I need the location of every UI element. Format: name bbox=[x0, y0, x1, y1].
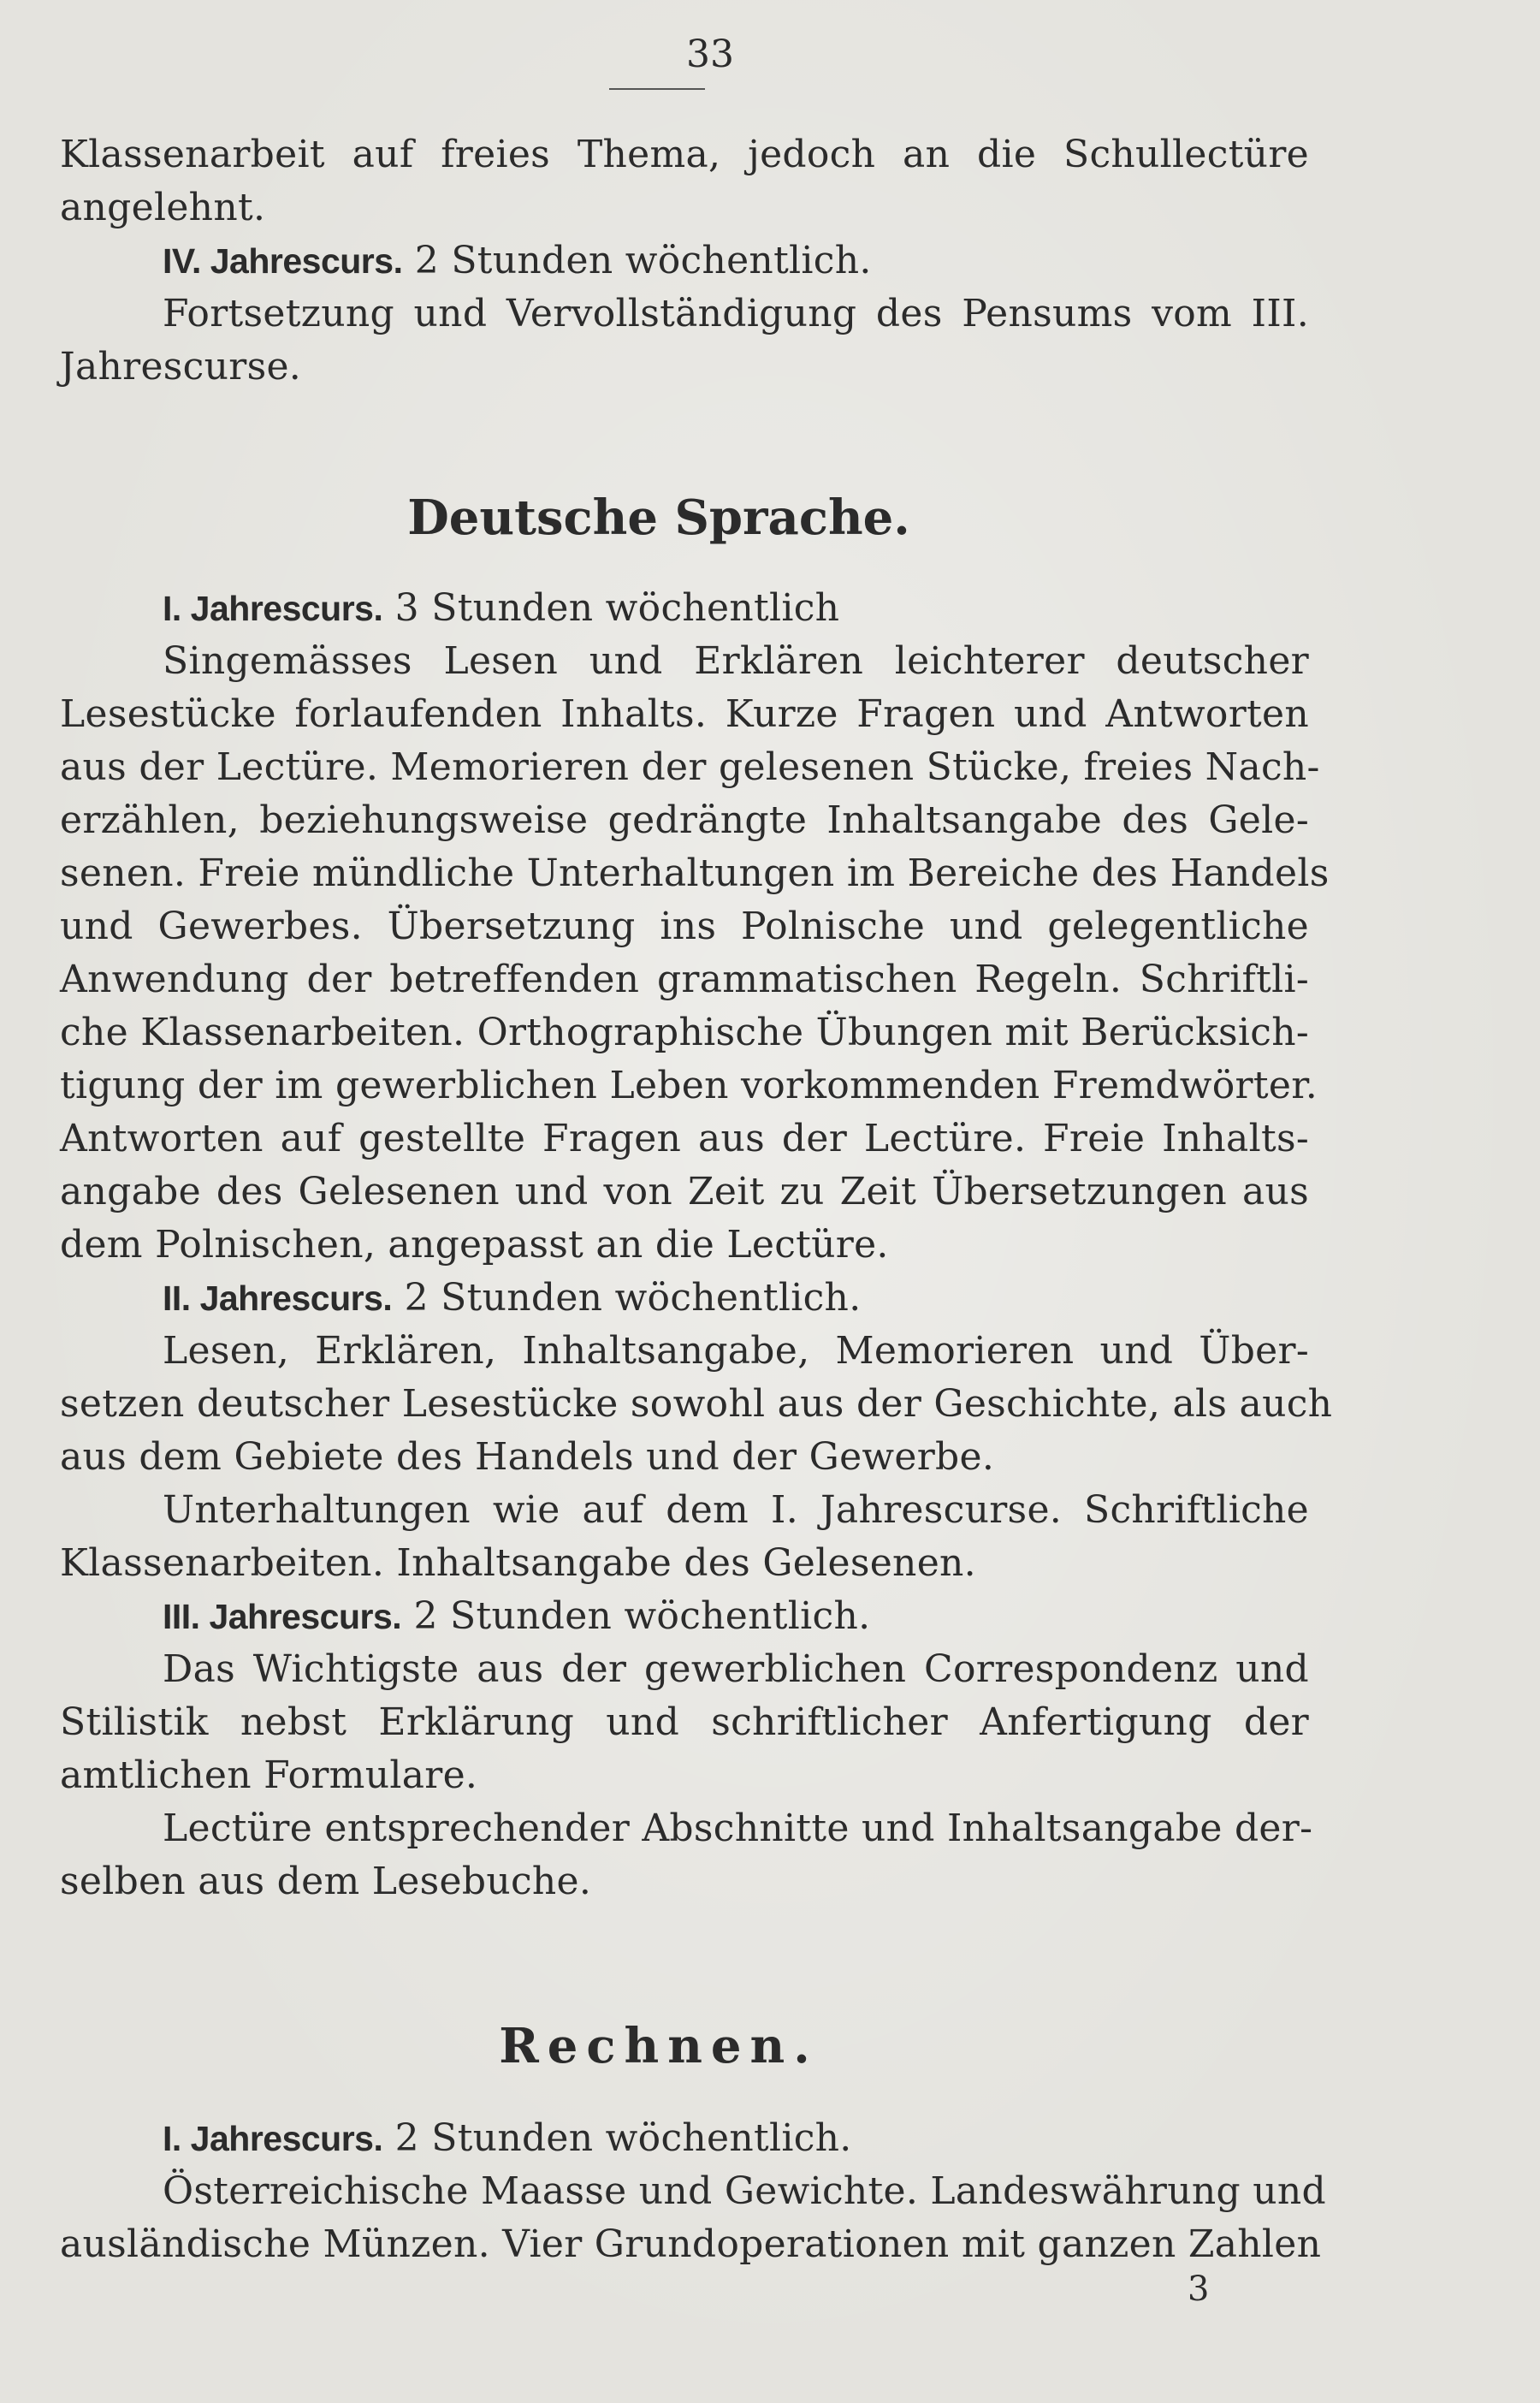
text-line: Antworten auf gestellte Fragen aus der Lectüre. Freie Inhalts- bbox=[60, 1117, 1309, 1160]
text-line: che Klassenarbeiten. Orthographische Übungen mit Berücksich- bbox=[60, 1011, 1309, 1054]
text-line: Klassenarbeiten. Inhaltsangabe des Gelesenen. bbox=[60, 1541, 976, 1585]
course-line bbox=[60, 582, 1309, 635]
text-line: selben aus dem Lesebuche. bbox=[60, 1860, 592, 1903]
text-line: und Gewerbes. Übersetzung ins Polnische und gelegentliche bbox=[60, 905, 1309, 948]
course-label: I. Jahrescurs. bbox=[163, 2119, 383, 2158]
course-line bbox=[60, 234, 1309, 288]
course-hours: 2 Stunden wöchentlich. bbox=[382, 2116, 852, 2160]
text-line: Lesestücke forlaufenden Inhalts. Kurze Fragen und Antworten bbox=[60, 692, 1309, 736]
rechnen-section bbox=[60, 2112, 1327, 2271]
course-label: III. Jahrescurs. bbox=[163, 1597, 402, 1636]
section-heading-rechnen: Rechnen. bbox=[499, 2018, 819, 2074]
deutsch-section bbox=[60, 582, 1333, 1908]
course-label: IV. Jahrescurs. bbox=[163, 241, 403, 281]
text-line: setzen deutscher Lesestücke sowohl aus der Geschichte, als auch bbox=[60, 1382, 1333, 1426]
text-line: tigung der im gewerblichen Leben vorkommenden Fremdwörter. bbox=[60, 1064, 1318, 1107]
text-line: Österreichische Maasse und Gewichte. Landeswährung und bbox=[163, 2169, 1327, 2213]
signature-mark: 3 bbox=[1188, 2270, 1210, 2309]
top-paragraph bbox=[60, 128, 1309, 394]
course-label: I. Jahrescurs. bbox=[163, 589, 383, 628]
text-line: dem Polnischen, angepasst an die Lectüre. bbox=[60, 1223, 889, 1267]
page-number: 33 bbox=[686, 33, 734, 76]
text-line: Das Wichtigste aus der gewerblichen Correspondenz und bbox=[163, 1647, 1309, 1691]
text-line: Lectüre entsprechender Abschnitte und Inhaltsangabe der- bbox=[163, 1807, 1313, 1850]
page-number-rule bbox=[609, 88, 705, 90]
course-hours: 2 Stunden wöchentlich. bbox=[401, 1594, 871, 1638]
course-line bbox=[60, 2112, 1309, 2165]
text-line: Klassenarbeit auf freies Thema, jedoch an die Schullectüre bbox=[60, 133, 1309, 176]
text-line: Lesen, Erklären, Inhaltsangabe, Memorieren und Über- bbox=[163, 1329, 1309, 1373]
course-line bbox=[60, 1590, 1309, 1643]
text-line: Anwendung der betreffenden grammatischen Regeln. Schriftli- bbox=[60, 958, 1309, 1001]
text-line: Unterhaltungen wie auf dem I. Jahrescurse. Schriftliche bbox=[163, 1488, 1309, 1532]
text-line: angelehnt. bbox=[60, 186, 266, 229]
text-line: amtlichen Formulare. bbox=[60, 1753, 478, 1797]
text-line: Fortsetzung und Vervollständigung des Pensums vom III. bbox=[163, 292, 1309, 335]
text-line: erzählen, beziehungsweise gedrängte Inhaltsangabe des Gele- bbox=[60, 798, 1309, 842]
text-line: Singemässes Lesen und Erklären leichterer deutscher bbox=[163, 639, 1309, 683]
text-line: aus der Lectüre. Memorieren der gelesenen Stücke, freies Nach- bbox=[60, 745, 1320, 789]
course-label: II. Jahrescurs. bbox=[163, 1279, 393, 1318]
section-heading-deutsch: Deutsche Sprache. bbox=[407, 490, 910, 546]
text-line: ausländische Münzen. Vier Grundoperationen mit ganzen Zahlen bbox=[60, 2222, 1322, 2266]
text-line: angabe des Gelesenen und von Zeit zu Zeit Übersetzungen aus bbox=[60, 1170, 1309, 1213]
text-line: Jahrescurse. bbox=[60, 345, 302, 389]
text-line: aus dem Gebiete des Handels und der Gewerbe. bbox=[60, 1435, 995, 1479]
course-hours: 2 Stunden wöchentlich. bbox=[392, 1276, 862, 1320]
text-line: Stilistik nebst Erklärung und schriftlicher Anfertigung der bbox=[60, 1700, 1309, 1744]
course-hours: 2 Stunden wöchentlich. bbox=[402, 239, 872, 282]
course-line bbox=[60, 1272, 1309, 1325]
text-line: senen. Freie mündliche Unterhaltungen im Bereiche des Handels bbox=[60, 851, 1330, 895]
course-hours: 3 Stunden wöchentlich bbox=[382, 586, 840, 630]
